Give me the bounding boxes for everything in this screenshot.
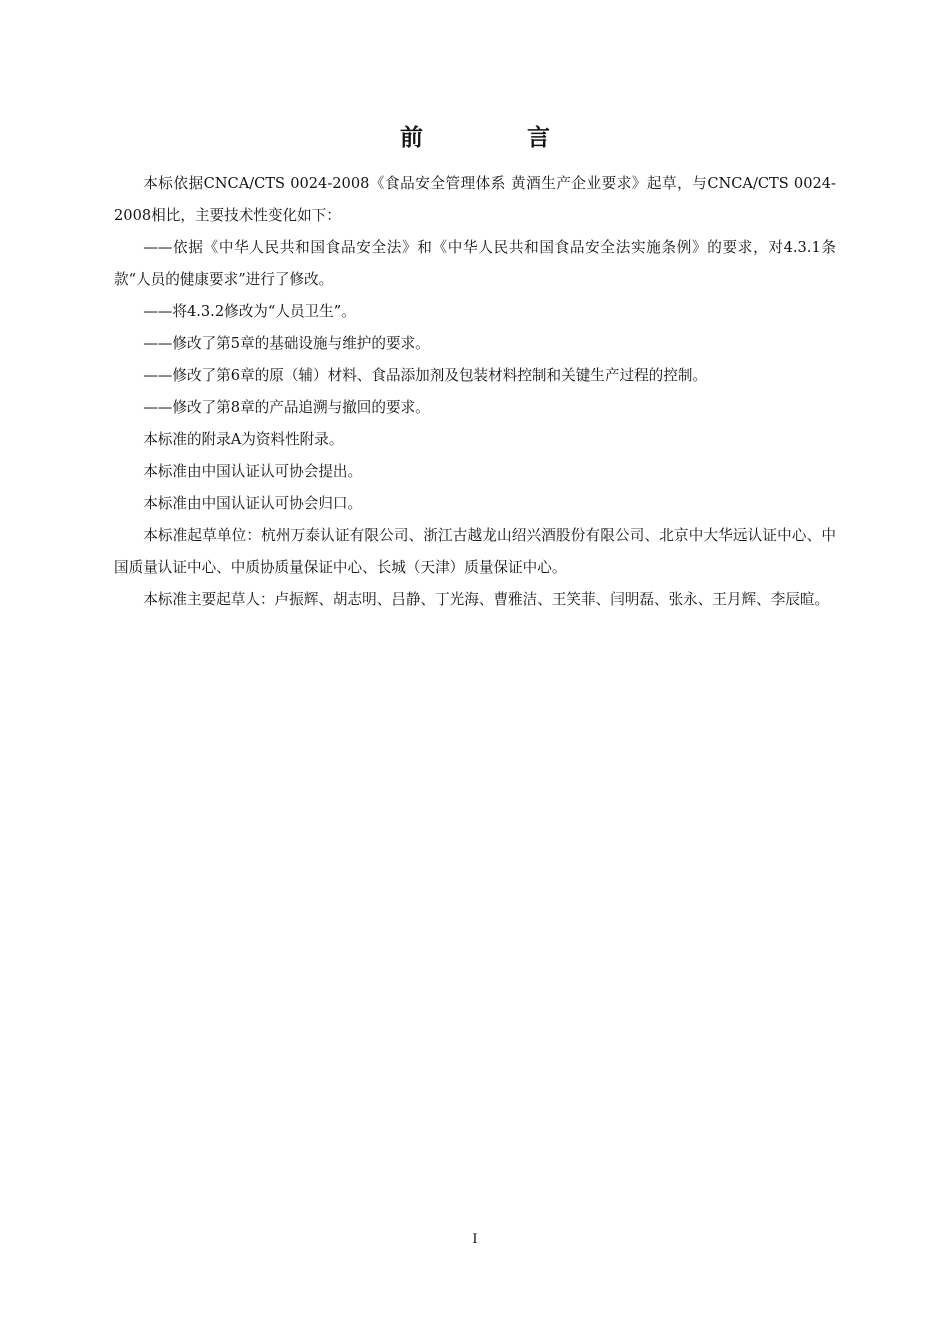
paragraph-change-health: ——依据《中华人民共和国食品安全法》和《中华人民共和国食品安全法实施条例》的要求，对4.3.1条款“人员的健康要求”进行了修改。 (114, 239, 836, 288)
page-title: 前 言 (399, 124, 598, 151)
paragraph-appendix: 本标准的附录A为资料性附录。 (143, 431, 344, 448)
paragraph-change-chapter6: ——修改了第6章的原（辅）材料、食品添加剂及包装材料控制和关键生产过程的控制。 (143, 367, 708, 384)
paragraph-managed-by: 本标准由中国认证认可协会归口。 (143, 495, 363, 512)
paragraph-proposed-by: 本标准由中国认证认可协会提出。 (143, 463, 363, 480)
page-number: I (472, 1232, 478, 1247)
paragraph-change-hygiene: ——将4.3.2修改为“人员卫生”。 (143, 303, 356, 320)
paragraph-change-chapter8: ——修改了第8章的产品追溯与撤回的要求。 (143, 399, 430, 416)
paragraph-drafters: 本标准主要起草人：卢振辉、胡志明、吕静、丁光海、曹雅洁、王笑菲、闫明磊、张永、王月辉、李辰暄。 (143, 591, 830, 608)
paragraph-drafting-units: 本标准起草单位：杭州万泰认证有限公司、浙江古越龙山绍兴酒股份有限公司、北京中大华远认证中心、中国质量认证中心、中质协质量保证中心、长城（天津）质量保证中心。 (114, 527, 836, 576)
paragraph-basis: 本标依据CNCA/CTS 0024-2008《食品安全管理体系 黄酒生产企业要求》起草，与CNCA/CTS 0024-2008相比，主要技术性变化如下： (114, 175, 836, 224)
paragraph-change-chapter5: ——修改了第5章的基础设施与维护的要求。 (143, 335, 430, 352)
foreword-body (114, 168, 836, 616)
